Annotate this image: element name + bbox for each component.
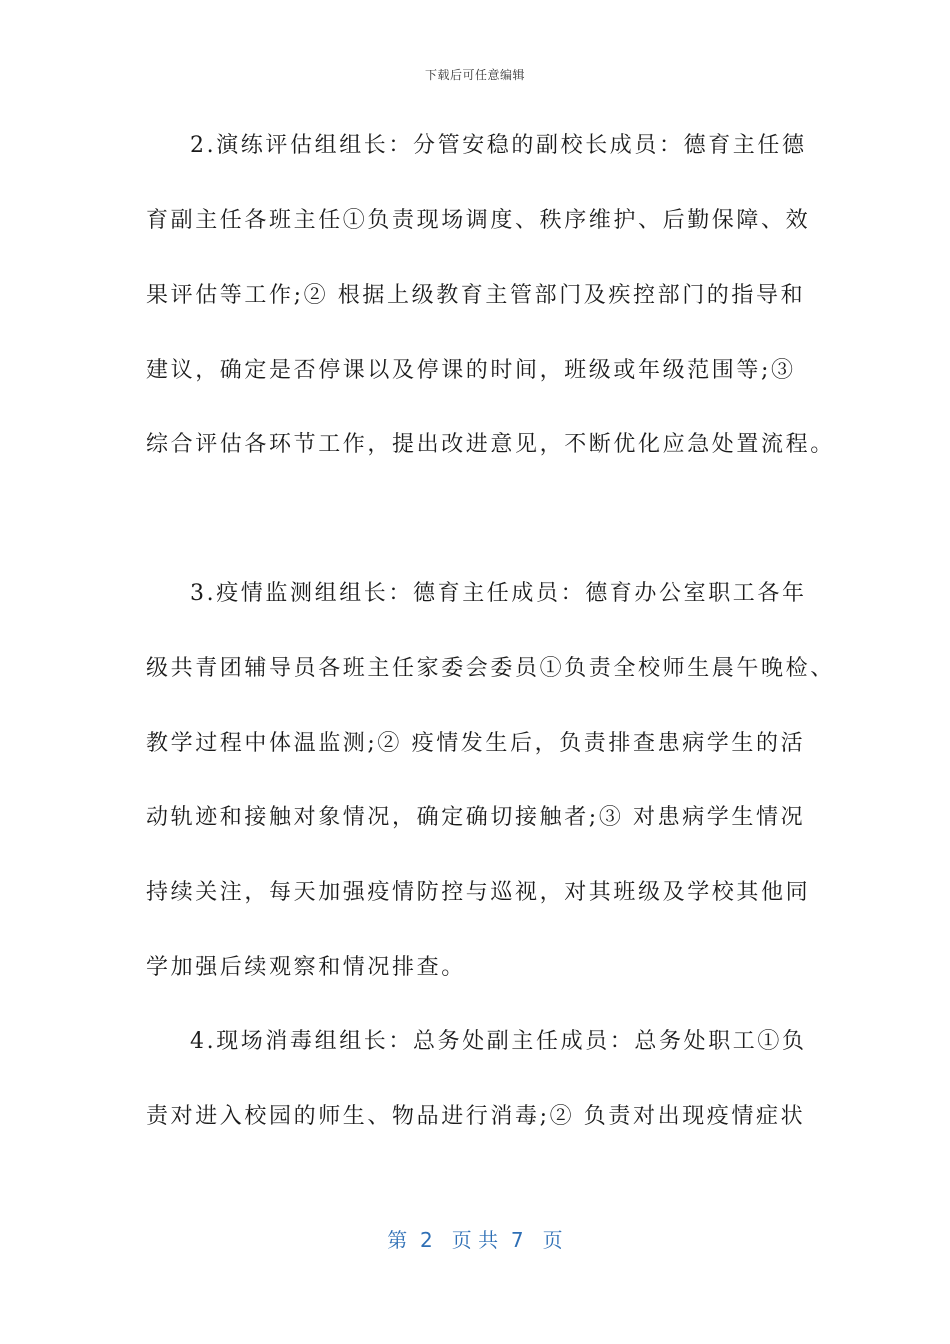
paragraph-2-line-1: 2.演练评估组组长：分管安稳的副校长成员：德育主任德 [190,133,807,158]
paragraph-2-line-2: 育副主任各班主任①负责现场调度、秩序维护、后勤保障、效 [146,208,811,233]
paragraph-3-line-2: 级共青团辅导员各班主任家委会委员①负责全校师生晨午晚检、 [146,656,835,681]
paragraph-3-line-4: 动轨迹和接触对象情况，确定确切接触者;③ 对患病学生情况 [146,805,806,830]
paragraph-3-line-3: 教学过程中体温监测;② 疫情发生后，负责排查患病学生的活 [146,731,806,756]
page-footer-page-number: 第 2 页 共 7 页 [387,1228,563,1252]
paragraph-3-line-6: 学加强后续观察和情况排查。 [146,955,466,980]
paragraph-2-line-4: 建议，确定是否停课以及停课的时间，班级或年级范围等;③ [146,358,796,383]
page-header: 下载后可任意编辑 [424,68,525,82]
paragraph-3-line-1: 3.疫情监测组组长：德育主任成员：德育办公室职工各年 [190,581,807,606]
paragraph-4-line-1: 4.现场消毒组组长：总务处副主任成员：总务处职工①负 [190,1029,807,1054]
paragraph-2-line-5: 综合评估各环节工作，提出改进意见，不断优化应急处置流程。 [146,432,835,457]
paragraph-4-line-2: 责对进入校园的师生、物品进行消毒;② 负责对出现疫情症状 [146,1104,806,1129]
paragraph-3-line-5: 持续关注，每天加强疫情防控与巡视，对其班级及学校其他同 [146,880,811,905]
paragraph-2-line-3: 果评估等工作;② 根据上级教育主管部门及疾控部门的指导和 [146,283,806,308]
